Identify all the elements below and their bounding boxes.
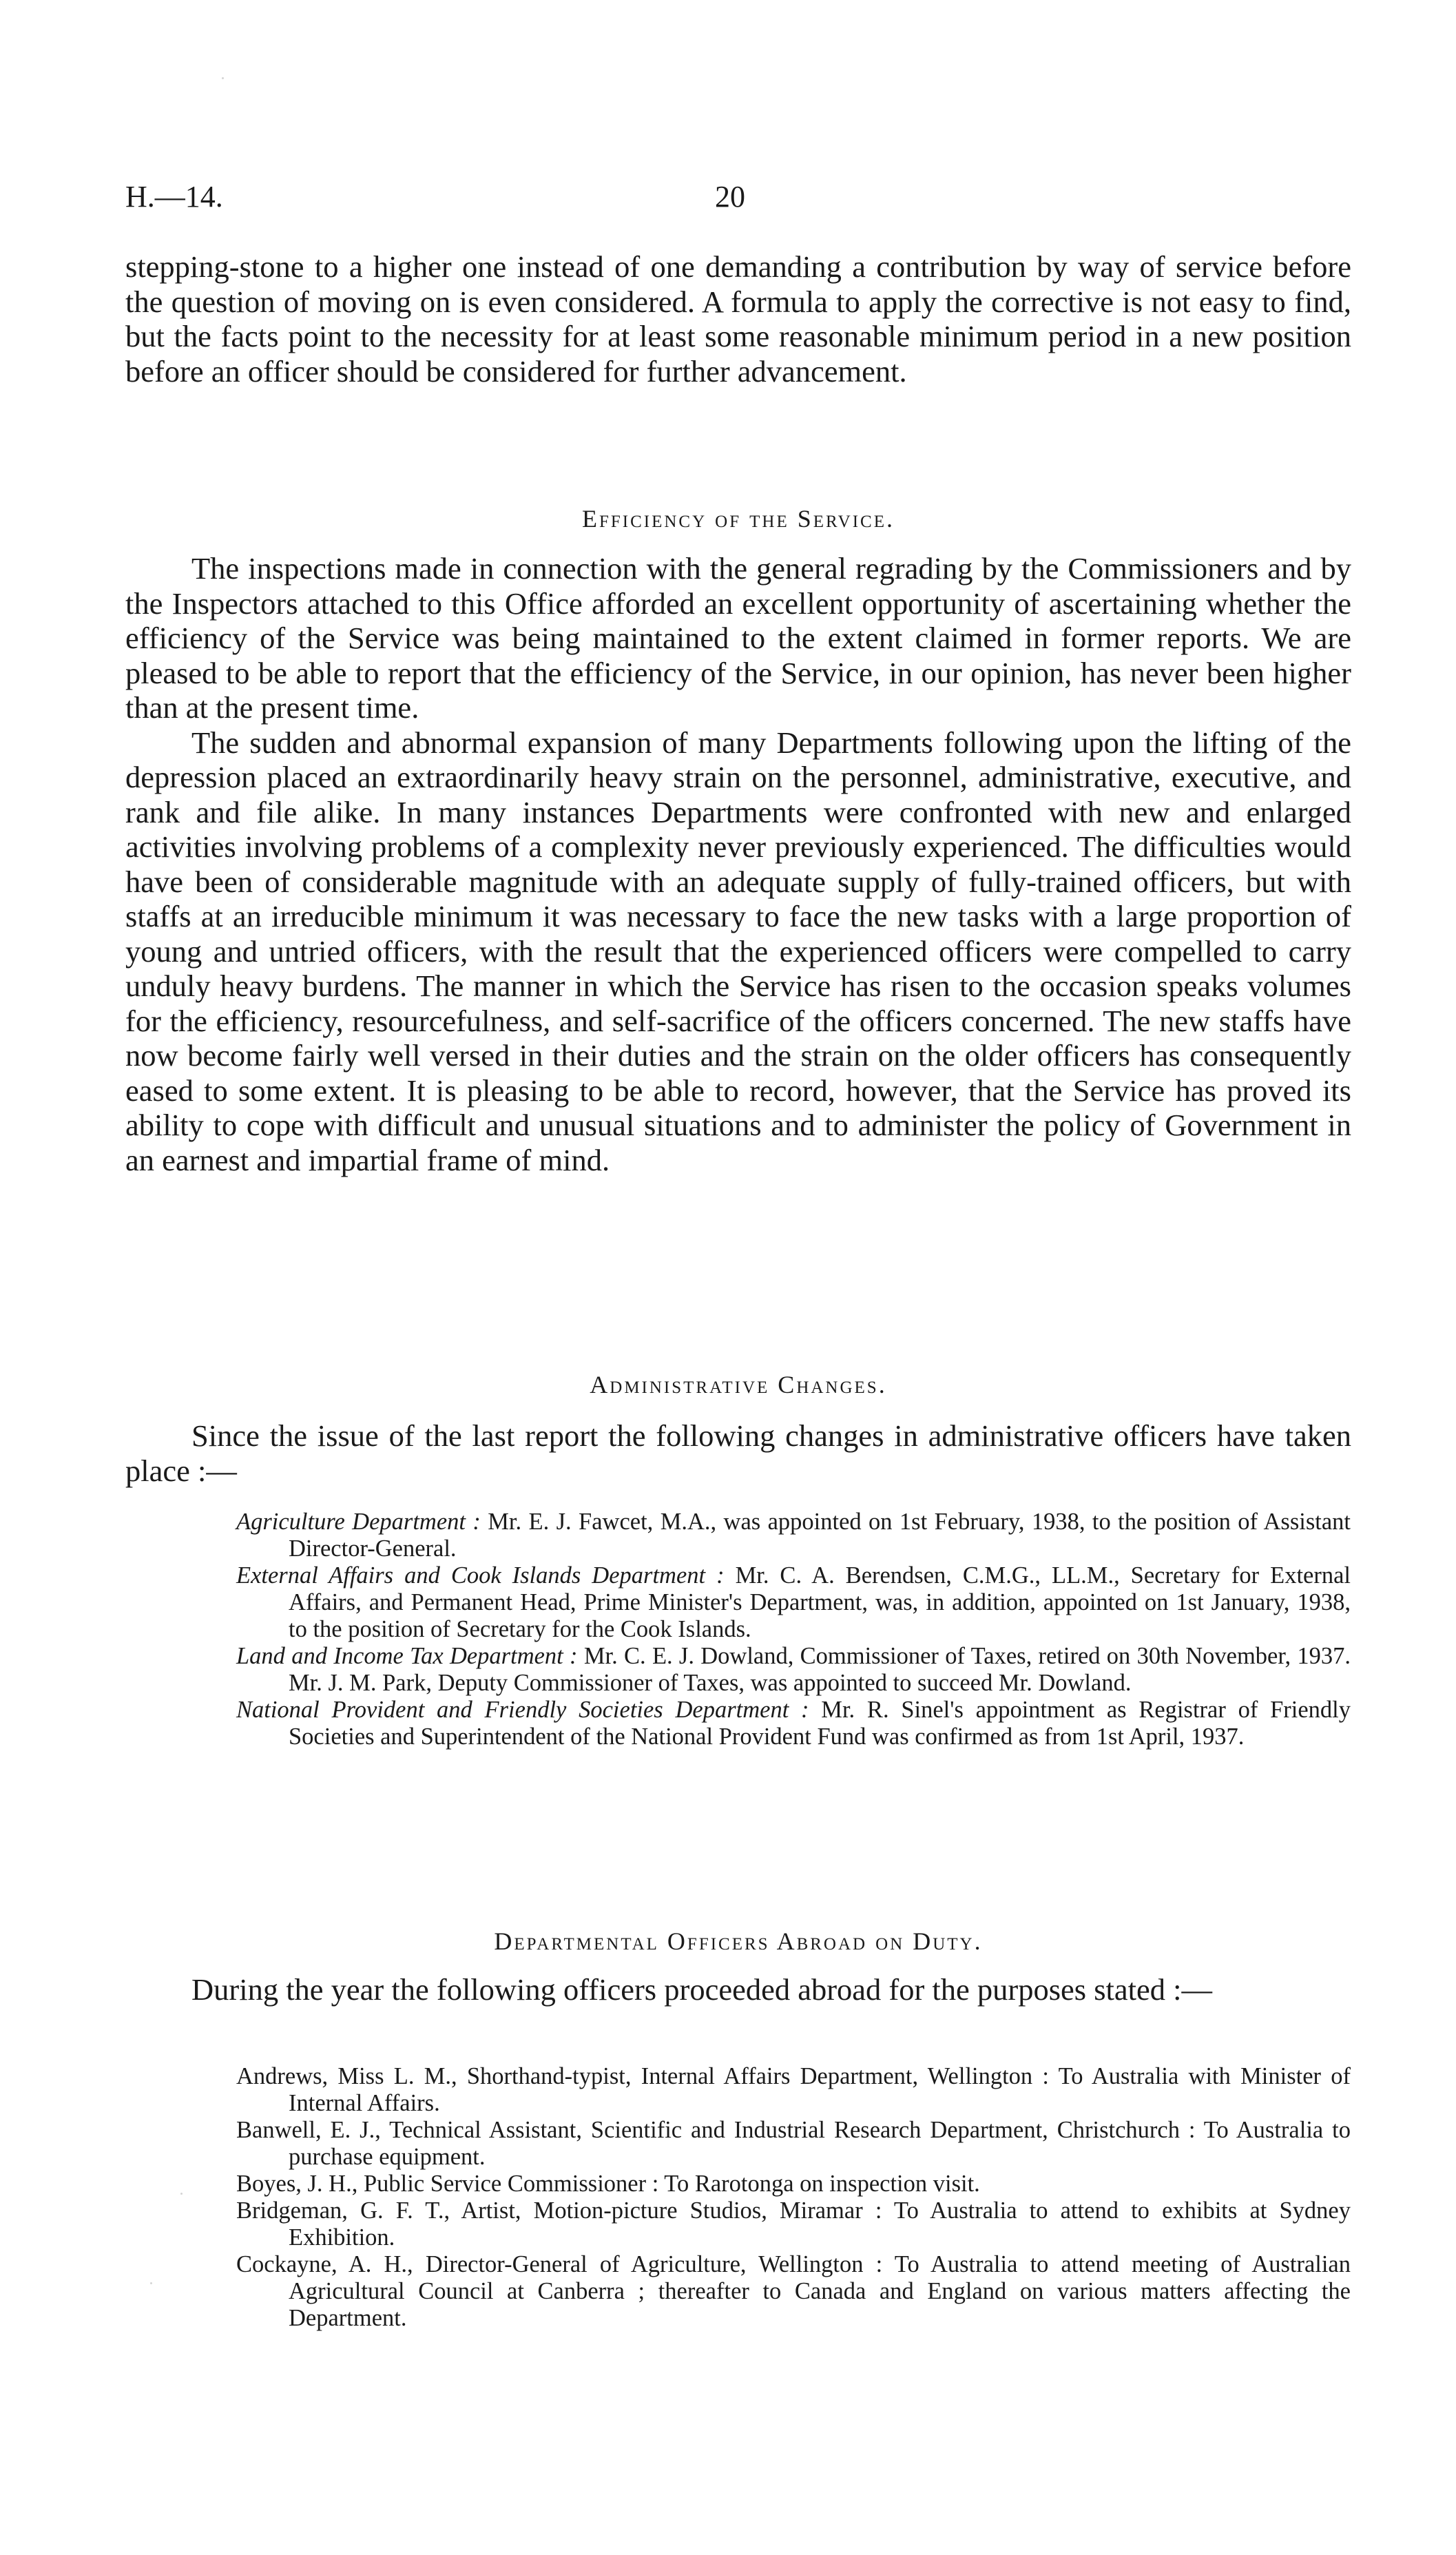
abroad-intro: During the year the following officers proceeded abroad for the purposes stated :— <box>191 1972 1213 2007</box>
list-item: Boyes, J. H., Public Service Commissioner : To Rarotonga on inspection visit. <box>236 2171 980 2197</box>
document-code: H.—14. <box>125 180 223 214</box>
entry-text: Mr. C. A. Berendsen, C.M.G., LL.M., Secretary for External Affairs, and Permanent Head, Prime Minister's Department, was, in addition, appointed on 1st January, 1938, to the position of Secretary for the Cook Islands. <box>289 1562 1351 1642</box>
entry-text: Mr. E. J. Fawcet, M.A., was appointed on 1st February, 1938, to the position of Assistant Director-General. <box>289 1509 1351 1562</box>
list-item: Bridgeman, G. F. T., Artist, Motion-picture Studios, Miramar : To Australia to attend to exhibits at Sydney Exhibition. <box>236 2197 1351 2251</box>
efficiency-paragraph: The inspections made in connection with the general regrading by the Commissioners and by the Inspectors attached to this Office afforded an excellent opportunity of ascertaining whether the efficiency of the Service was being maintained to the extent claimed in former reports. We are pleased to be able to report that the efficiency of the Service, in our opinion, has never been higher than at the present time. <box>125 551 1351 725</box>
efficiency-section <box>125 551 1351 1177</box>
list-item <box>236 1509 1351 1562</box>
administrative-intro: Since the issue of the last report the following changes in administrative officers have taken place :— <box>125 1418 1351 1488</box>
list-item <box>236 1643 1351 1697</box>
department-name: External Affairs and Cook Islands Department : <box>236 1562 725 1589</box>
heading-administrative-changes: Administrative Changes. <box>590 1371 887 1398</box>
efficiency-paragraph: The sudden and abnormal expansion of many Departments following upon the lifting of the depression placed an extraordinarily heavy strain on the personnel, administrative, executive, and rank and file alike. In many instances Departments were confronted with new and enlarged activities involving problems of a complexity never previously experienced. The difficulties would have been of considerable magnitude with an adequate supply of fully-trained officers, but with staffs at an irreducible minimum it was necessary to face the new tasks with a large proportion of young and untried officers, with the result that the experienced officers were compelled to carry unduly heavy burdens. The manner in which the Service has risen to the occasion speaks volumes for the efficiency, resourcefulness, and self-sacrifice of the officers concerned. The new staffs have now become fairly well versed in their duties and the strain on the older officers has consequently eased to some extent. It is pleasing to be able to record, however, that the Service has proved its ability to cope with difficult and unusual situations and to administer the policy of Government in an earnest and impartial frame of mind. <box>125 725 1351 1177</box>
list-item <box>236 1697 1351 1750</box>
heading-officers-abroad: Departmental Officers Abroad on Duty. <box>494 1927 983 1955</box>
list-item <box>236 1562 1351 1643</box>
scan-speck <box>222 77 224 79</box>
heading-efficiency: Efficiency of the Service. <box>581 505 895 532</box>
opening-paragraph: stepping-stone to a higher one instead of one demanding a contribution by way of service before the question of moving on is even considered. A formula to apply the corrective is not easy to find, but the facts point to the necessity for at least some reasonable minimum period in a new position before an officer should be considered for further advancement. <box>125 249 1351 389</box>
entry-text: Mr. C. E. J. Dowland, Commissioner of Taxes, retired on 30th November, 1937. Mr. J. M. Park, Deputy Commissioner of Taxes, was appointed to succeed Mr. Dowland. <box>289 1643 1351 1696</box>
entry-text: Mr. R. Sinel's appointment as Registrar of Friendly Societies and Superintendent of the National Provident Fund was confirmed as from 1st April, 1937. <box>289 1697 1351 1750</box>
department-name: Land and Income Tax Department : <box>236 1643 578 1669</box>
administrative-changes-list <box>236 1509 1351 1750</box>
scan-speck <box>180 2193 183 2195</box>
department-name: National Provident and Friendly Societies Department : <box>236 1697 809 1723</box>
department-name: Agriculture Department : <box>236 1509 481 1535</box>
scan-speck <box>150 2282 152 2284</box>
list-item: Banwell, E. J., Technical Assistant, Scientific and Industrial Research Department, Christchurch : To Australia to purchase equipment. <box>236 2117 1351 2170</box>
page-number: 20 <box>715 180 745 214</box>
abroad-intro-block <box>125 1972 1351 2007</box>
list-item: Andrews, Miss L. M., Shorthand-typist, Internal Affairs Department, Wellington : To Australia with Minister of Internal Affairs. <box>236 2063 1351 2116</box>
administrative-intro-block <box>125 1418 1351 1488</box>
opening-paragraph-block <box>125 249 1351 389</box>
officers-abroad-list <box>236 2063 1351 2332</box>
list-item: Cockayne, A. H., Director-General of Agriculture, Wellington : To Australia to attend meeting of Australian Agricultural Council at Canberra ; thereafter to Canada and England on various matters affecting the Department. <box>236 2251 1351 2331</box>
